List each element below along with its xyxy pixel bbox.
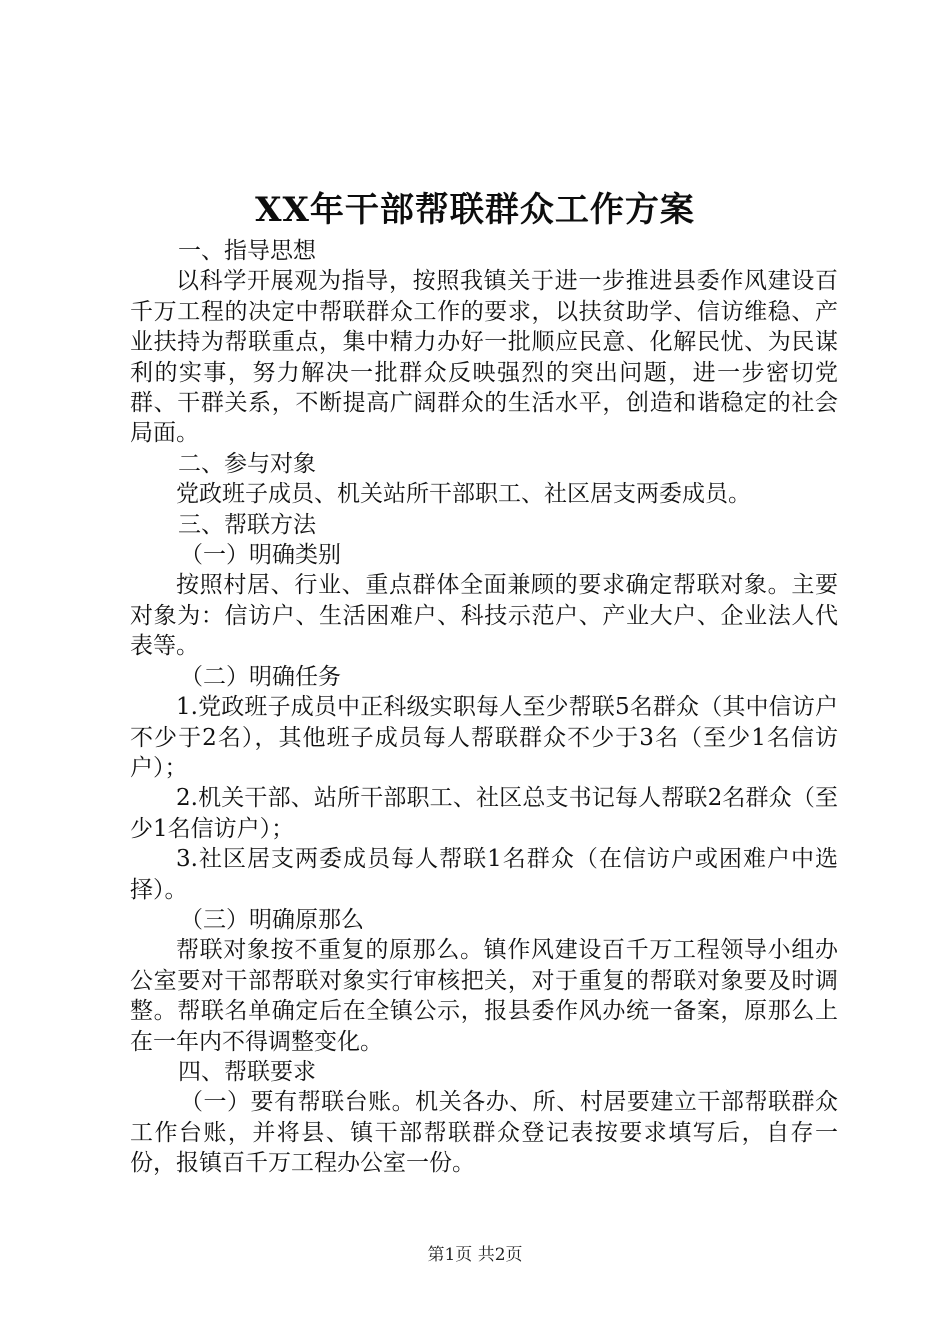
section-heading-requirements: 四、帮联要求 [178, 1058, 316, 1085]
section-heading-methods: 三、帮联方法 [178, 511, 316, 538]
section-heading-participants: 二、参与对象 [178, 450, 316, 477]
page-number-footer: 第1页 共2页 [427, 1245, 523, 1265]
document-body [130, 236, 838, 1179]
subheading-tasks: （二）明确任务 [180, 663, 341, 690]
subheading-categories: （一）明确类别 [180, 542, 341, 569]
paragraph-principles: 帮联对象按不重复的原那么。镇作风建设百千万工程领导小组办公室要对干部帮联对象实行审核把关，对于重复的帮联对象要及时调整。帮联名单确定后在全镇公示，报县委作风办统一备案，原那么上在一年内不得调整变化。 [130, 937, 838, 1055]
paragraph-guiding-thought: 以科学开展观为指导，按照我镇关于进一步推进县委作风建设百千万工程的决定中帮联群众工作的要求，以扶贫助学、信访维稳、产业扶持为帮联重点，集中精力办好一批顺应民意、化解民忧、为民谋利的实事，努力解决一批群众反映强烈的突出问题，进一步密切党群、干群关系，不断提高广阔群众的生活水平，创造和谐稳定的社会局面。 [130, 268, 838, 447]
paragraph-categories: 按照村居、行业、重点群体全面兼顾的要求确定帮联对象。主要对象为：信访户、生活困难户、科技示范户、产业大户、企业法人代表等。 [130, 572, 838, 660]
paragraph-requirements-ledger: （一）要有帮联台账。机关各办、所、村居要建立干部帮联群众工作台账，并将县、镇干部帮联群众登记表按要求填写后，自存一份，报镇百千万工程办公室一份。 [130, 1089, 838, 1177]
paragraph-participants: 党政班子成员、机关站所干部职工、社区居支两委成员。 [176, 481, 751, 508]
list-item-task-1: 1.党政班子成员中正科级实职每人至少帮联5名群众（其中信访户不少于2名），其他班子成员每人帮联群众不少于3名（至少1名信访户）； [130, 694, 838, 781]
subheading-principles: （三）明确原那么 [180, 906, 364, 933]
list-item-task-2: 2.机关干部、站所干部职工、社区总支书记每人帮联2名群众（至少1名信访户）； [130, 785, 838, 842]
document-title: XX年干部帮联群众工作方案 [255, 190, 695, 230]
list-item-task-3: 3.社区居支两委成员每人帮联1名群众（在信访户或困难户中选择）。 [130, 846, 838, 903]
section-heading-guiding-thought: 一、指导思想 [178, 238, 316, 264]
